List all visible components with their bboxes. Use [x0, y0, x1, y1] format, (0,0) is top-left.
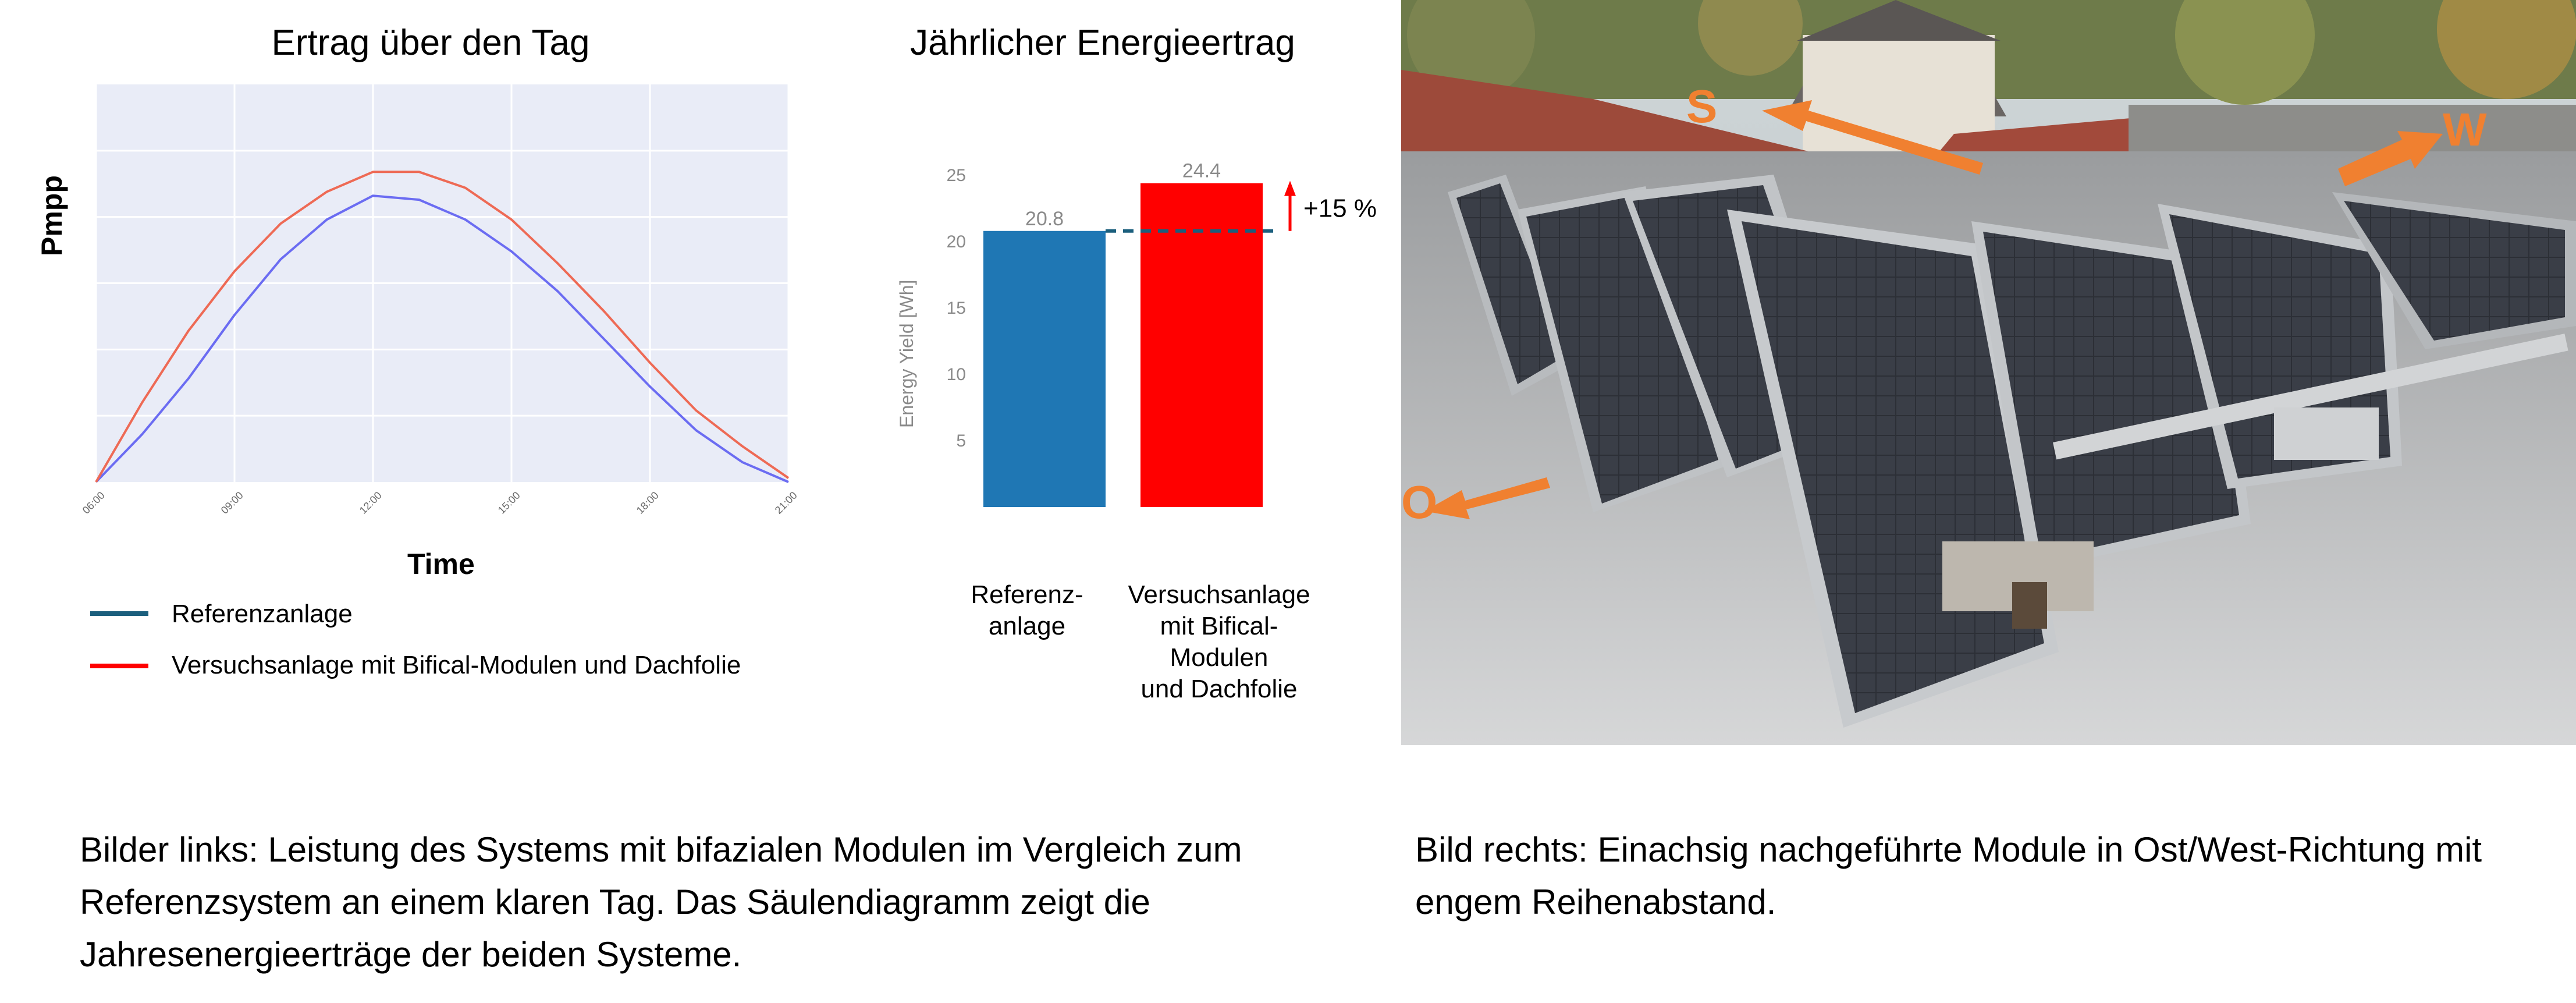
x-tick-label: 15:00	[495, 489, 523, 516]
y-tick-label: 5	[956, 431, 966, 451]
bar-chart-ylabel: Energy Yield [Wh]	[896, 279, 917, 428]
bar-value-label: 20.8	[1025, 207, 1064, 230]
photo-label-west: W	[2443, 104, 2487, 155]
x-tick-label: 21:00	[772, 489, 800, 516]
legend-swatch-reference	[90, 611, 148, 616]
caption-left: Bilder links: Leistung des Systems mit bifazialen Modulen im Vergleich zum Referenzsystem an einem klaren Tag. Das Säulendiagramm zeigt die Jahresenergieerträge der beiden Systeme.	[80, 830, 1242, 974]
legend-label-reference: Referenzanlage	[172, 600, 353, 628]
line-chart	[0, 0, 826, 582]
solar-panels-photo	[1401, 0, 2576, 745]
bar-category-label-test: Versuchsanlage mit Bifical- Modulen und Dachfolie	[1128, 580, 1310, 703]
y-tick-label: 15	[946, 299, 966, 318]
y-tick-label: 10	[946, 365, 966, 384]
bar-reference	[983, 231, 1106, 507]
caption-right: Bild rechts: Einachsig nachgeführte Module in Ost/West-Richtung mit engem Reihenabstand.	[1415, 830, 2482, 922]
bar-value-label: 24.4	[1182, 160, 1221, 182]
legend-label-test: Versuchsanlage mit Bifical-Modulen und Dachfolie	[172, 651, 741, 679]
x-tick-label: 18:00	[634, 489, 661, 516]
y-tick-label: 20	[946, 232, 966, 251]
bar-chart-title: Jährlicher Energieertrag	[910, 23, 1295, 63]
bar-category-label-reference: Referenz- anlage	[971, 580, 1083, 640]
legend-swatch-test	[90, 664, 148, 668]
line-chart-xlabel: Time	[407, 548, 475, 580]
line-chart-ylabel: Pmpp	[35, 175, 68, 256]
photo-label-east: O	[1401, 476, 1438, 528]
line-chart-title: Ertrag über den Tag	[271, 23, 590, 63]
x-tick-label: 09:00	[218, 489, 246, 516]
increase-annotation: +15 %	[1303, 194, 1377, 223]
x-tick-label: 06:00	[80, 489, 107, 516]
x-tick-label: 12:00	[357, 489, 384, 516]
y-tick-label: 25	[946, 166, 966, 185]
bar-chart	[873, 116, 1397, 536]
increase-arrow-head	[1284, 181, 1296, 196]
photo-label-south: S	[1686, 80, 1718, 132]
